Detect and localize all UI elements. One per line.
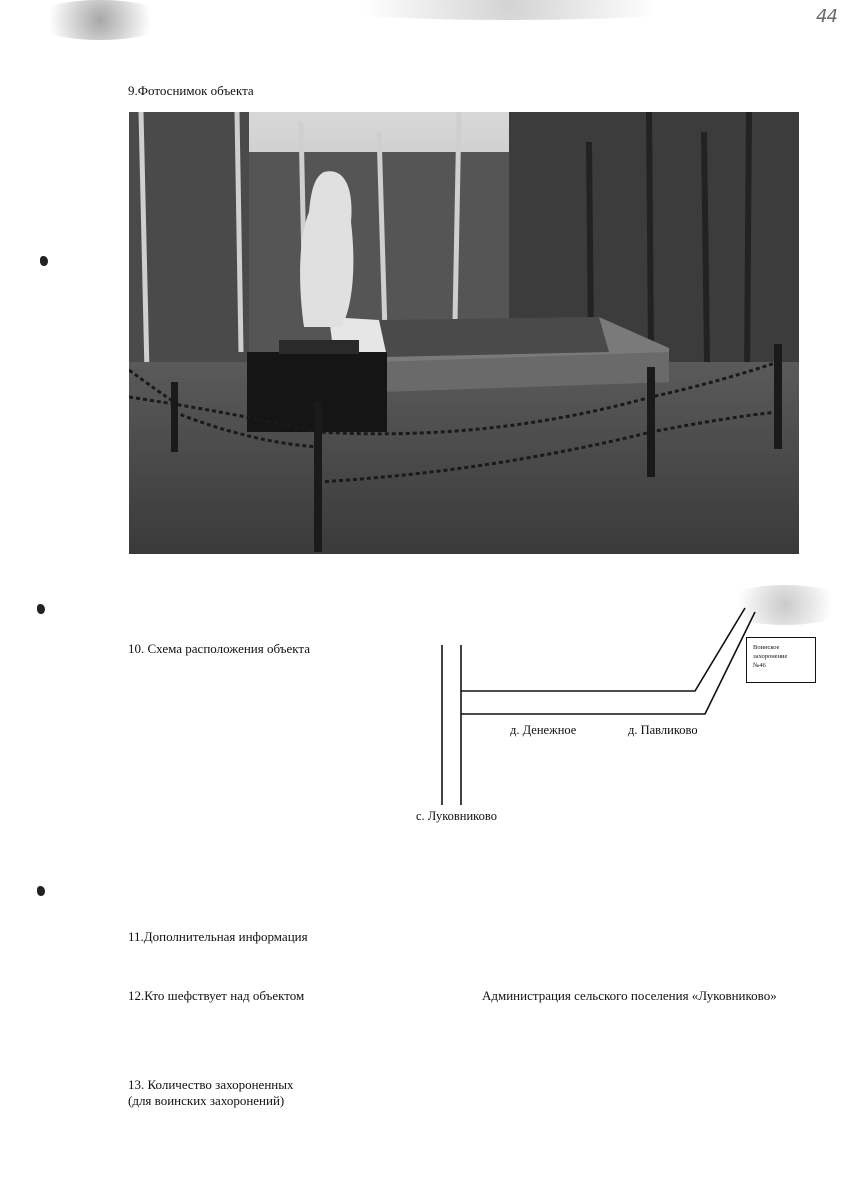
section-13-label-line1: 13. Количество захороненных: [128, 1077, 294, 1092]
section-12-value: Администрация сельского поселения «Луковниково»: [482, 988, 777, 1003]
burial-site-box-line3: №46: [753, 662, 766, 669]
village-lukovnikovo-label: с. Луковниково: [416, 809, 497, 823]
punch-hole-mark: [40, 256, 48, 266]
village-pavlikovo-label: д. Павликово: [628, 723, 698, 737]
memorial-photo-drawing: [129, 112, 799, 554]
burial-site-box-line1: Воинское: [753, 644, 780, 651]
section-12-label: 12.Кто шефствует над объектом: [128, 988, 305, 1003]
burial-site-box-line2: захоронение: [753, 653, 788, 660]
section-13-label-line2: (для воинских захоронений): [128, 1093, 285, 1108]
scan-smudge: [300, 0, 720, 20]
section-9-label: 9.Фотоснимок объекта: [128, 83, 254, 98]
branch-road-upper-edge: [461, 608, 745, 691]
scan-smudge: [30, 0, 170, 40]
branch-road-lower-edge: [461, 612, 755, 714]
punch-hole-mark: [37, 604, 45, 614]
section-11-label: 11.Дополнительная информация: [128, 929, 308, 944]
burial-site-box: [746, 637, 816, 683]
village-denezhnoe-label: д. Денежное: [510, 723, 577, 737]
punch-hole-mark: [37, 886, 45, 896]
location-scheme-map: [400, 600, 830, 840]
memorial-photo: [129, 112, 799, 554]
page-number: 44: [816, 6, 837, 27]
section-10-label: 10. Схема расположения объекта: [128, 641, 311, 656]
